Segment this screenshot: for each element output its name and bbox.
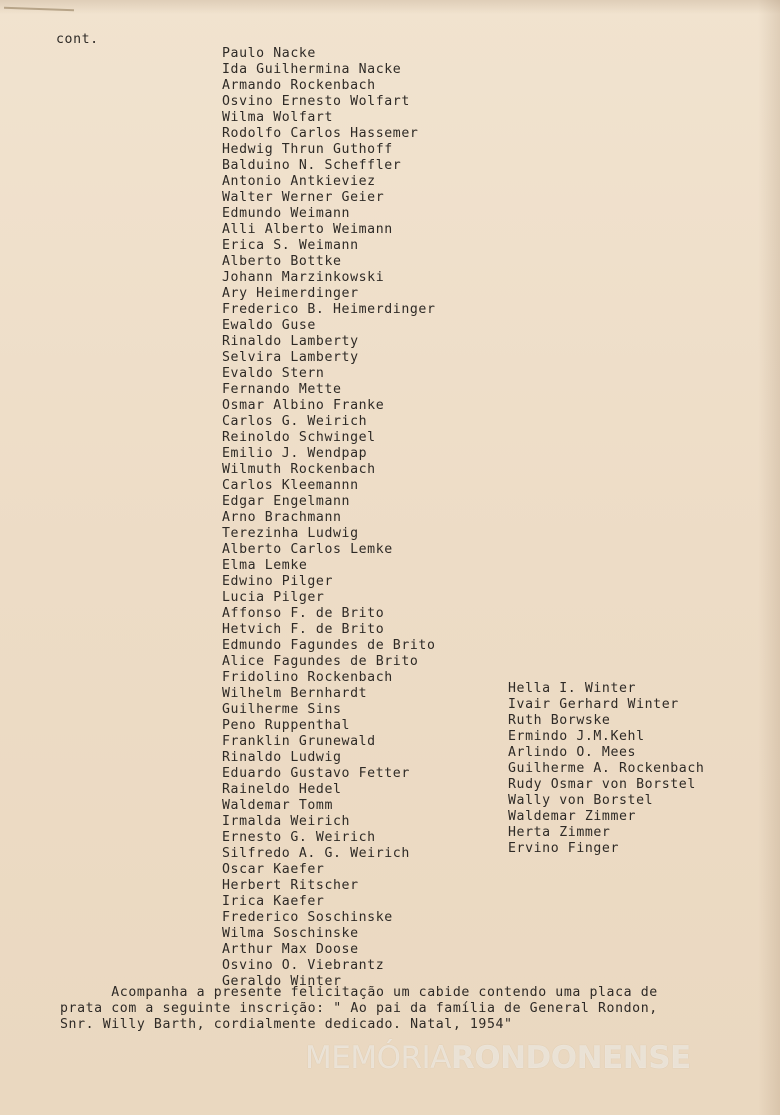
name-entry: Wilma Wolfart	[222, 110, 334, 125]
name-entry: Rinaldo Ludwig	[222, 750, 342, 765]
name-entry: Ewaldo Guse	[222, 318, 316, 333]
name-entry: Reinoldo Schwingel	[222, 430, 376, 445]
name-entry: Osmar Albino Franke	[222, 398, 385, 413]
name-entry: Antonio Antkieviez	[222, 174, 376, 189]
closing-line: Snr. Willy Barth, cordialmente dedicado. Natal, 1954"	[60, 1017, 513, 1032]
closing-line: Acompanha a presente felicitação um cabide contendo uma placa de	[60, 985, 658, 1000]
name-entry: Osvino O. Viebrantz	[222, 958, 385, 973]
closing-line: prata com a seguinte inscrição: " Ao pai da família de General Rondon,	[60, 1001, 658, 1016]
name-entry: Osvino Ernesto Wolfart	[222, 94, 410, 109]
name-entry: Paulo Nacke	[222, 46, 316, 61]
name-entry: Arno Brachmann	[222, 510, 342, 525]
name-entry: Eduardo Gustavo Fetter	[222, 766, 410, 781]
name-entry: Wally von Borstel	[508, 793, 654, 808]
watermark-part-1: MEMÓRIA	[305, 1040, 451, 1076]
name-entry: Johann Marzinkowski	[222, 270, 385, 285]
closing-paragraph	[60, 985, 740, 1033]
names-left-column	[222, 46, 436, 990]
name-entry: Guilherme Sins	[222, 702, 342, 717]
name-entry: Fridolino Rockenbach	[222, 670, 393, 685]
name-entry: Oscar Kaefer	[222, 862, 325, 877]
name-entry: Affonso F. de Brito	[222, 606, 385, 621]
name-entry: Carlos Kleemannn	[222, 478, 359, 493]
name-entry: Erica S. Weimann	[222, 238, 359, 253]
name-entry: Rinaldo Lamberty	[222, 334, 359, 349]
name-entry: Herbert Ritscher	[222, 878, 359, 893]
name-entry: Edmundo Weimann	[222, 206, 351, 221]
names-right-column	[508, 681, 704, 857]
name-entry: Ernesto G. Weirich	[222, 830, 376, 845]
name-entry: Wilhelm Bernhardt	[222, 686, 368, 701]
name-entry: Edwino Pilger	[222, 574, 334, 589]
name-entry: Geraldo Winter	[222, 974, 342, 989]
name-entry: Rudy Osmar von Borstel	[508, 777, 696, 792]
name-entry: Waldemar Zimmer	[508, 809, 637, 824]
name-entry: Frederico B. Heimerdinger	[222, 302, 436, 317]
name-entry: Selvira Lamberty	[222, 350, 359, 365]
watermark-part-2: RONDONENSE	[450, 1040, 691, 1076]
name-entry: Hella I. Winter	[508, 681, 637, 696]
paper-right-edge	[758, 0, 780, 1115]
name-entry: Arthur Max Doose	[222, 942, 359, 957]
name-entry: Franklin Grunewald	[222, 734, 376, 749]
name-entry: Irica Kaefer	[222, 894, 325, 909]
name-entry: Ruth Borwske	[508, 713, 611, 728]
name-entry: Edmundo Fagundes de Brito	[222, 638, 436, 653]
name-entry: Walter Werner Geier	[222, 190, 385, 205]
paper-top-edge	[0, 0, 780, 14]
name-entry: Lucia Pilger	[222, 590, 325, 605]
name-entry: Alice Fagundes de Brito	[222, 654, 419, 669]
name-entry: Alberto Carlos Lemke	[222, 542, 393, 557]
watermark	[305, 1040, 691, 1076]
name-entry: Evaldo Stern	[222, 366, 325, 381]
name-entry: Hedwig Thrun Guthoff	[222, 142, 393, 157]
continuation-label: cont.	[56, 32, 99, 47]
name-entry: Herta Zimmer	[508, 825, 611, 840]
name-entry: Hetvich F. de Brito	[222, 622, 385, 637]
name-entry: Peno Ruppenthal	[222, 718, 351, 733]
name-entry: Emilio J. Wendpap	[222, 446, 368, 461]
name-entry: Silfredo A. G. Weirich	[222, 846, 410, 861]
name-entry: Armando Rockenbach	[222, 78, 376, 93]
name-entry: Ermindo J.M.Kehl	[508, 729, 645, 744]
name-entry: Guilherme A. Rockenbach	[508, 761, 705, 776]
name-entry: Irmalda Weirich	[222, 814, 351, 829]
name-entry: Alli Alberto Weimann	[222, 222, 393, 237]
name-entry: Edgar Engelmann	[222, 494, 351, 509]
name-entry: Ida Guilhermina Nacke	[222, 62, 402, 77]
name-entry: Ivair Gerhard Winter	[508, 697, 679, 712]
name-entry: Ary Heimerdinger	[222, 286, 359, 301]
name-entry: Terezinha Ludwig	[222, 526, 359, 541]
name-entry: Balduino N. Scheffler	[222, 158, 402, 173]
name-entry: Ervino Finger	[508, 841, 620, 856]
name-entry: Alberto Bottke	[222, 254, 342, 269]
name-entry: Raineldo Hedel	[222, 782, 342, 797]
name-entry: Rodolfo Carlos Hassemer	[222, 126, 419, 141]
name-entry: Frederico Soschinske	[222, 910, 393, 925]
name-entry: Carlos G. Weirich	[222, 414, 368, 429]
name-entry: Wilma Soschinske	[222, 926, 359, 941]
name-entry: Waldemar Tomm	[222, 798, 334, 813]
name-entry: Elma Lemke	[222, 558, 308, 573]
name-entry: Fernando Mette	[222, 382, 342, 397]
name-entry: Wilmuth Rockenbach	[222, 462, 376, 477]
name-entry: Arlindo O. Mees	[508, 745, 637, 760]
